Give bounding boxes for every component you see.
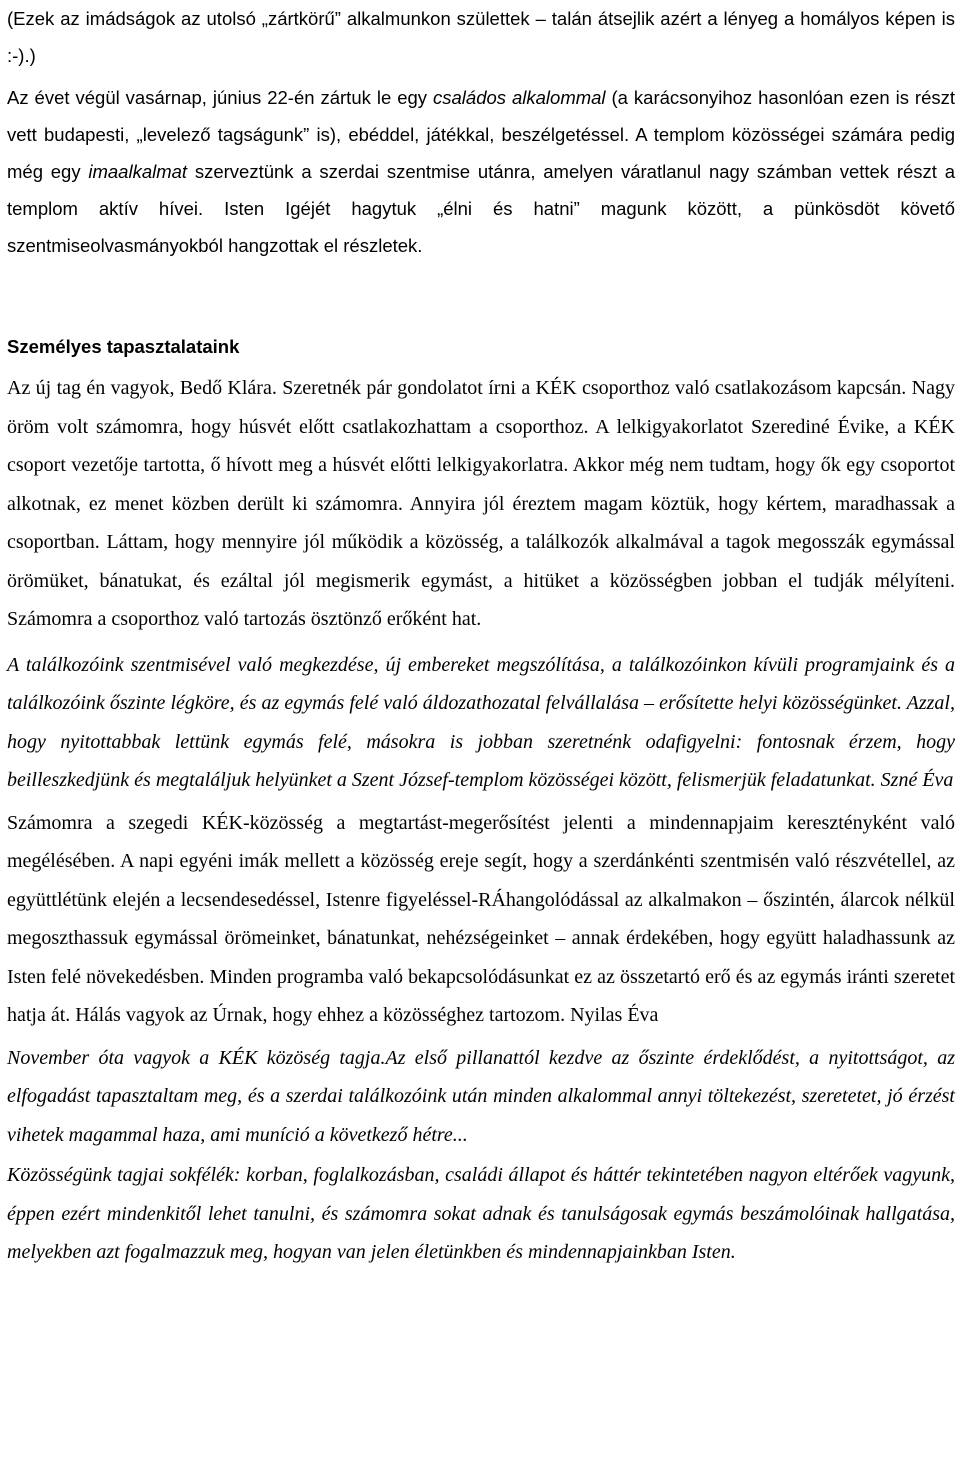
intro-text: (Ezek az imádságok az utolsó „zártkörű” alkalmunkon születtek – talán átsejlik azért a lényeg a homályos képen is :-).) xyxy=(7,8,955,66)
section-heading: Személyes tapasztalataink xyxy=(7,336,240,357)
testimony-kozossegunk xyxy=(7,1156,955,1272)
testimony-szne xyxy=(7,646,955,800)
testimony-kozossegunk-text: Közösségünk tagjai sokfélék: korban, foglalkozásban, családi állapot és háttér tekintetében nagyon eltérőek vagyunk, éppen ezért mindenkitől lehet tanulni, és számomra sokat adnak és tanulságosak egymás beszámolóinak hallgatása, melyekben azt fogalmazzuk meg, hogyan van jelen életünkben és mindennapjainkban Isten. xyxy=(7,1164,955,1263)
testimony-bedo-text: Az új tag én vagyok, Bedő Klára. Szeretnék pár gondolatot írni a KÉK csoporthoz való csatlakozásom kapcsán. Nagy öröm volt számomra, hogy húsvét előtt csatlakozhattam a csoporthoz. A lelkigyakorlatot Szerediné Évike, a KÉK csoport vezetője tartotta, ő hívott meg a húsvét előtti lelkigyakorlatra. Akkor még nem tudtam, hogy ők egy csoportot alkotnak, ez menet közben derült ki számomra. Annyira jól éreztem magam köztük, hogy kértem, maradhassak a csoportban. Láttam, hogy mennyire jól működik a közösség, a találkozók alkalmával a tagok megosszák egymással örömüket, bánatukat, és ezáltal jól megismerik egymást, a hitüket a közösségben jobban el tudják mélyíteni. Számomra a csoporthoz való tartozás ösztönző erőként hat. xyxy=(7,377,955,630)
year-closing-text-3: szerveztünk a szerdai szentmise utánra, amelyen váratlanul nagy számban vettek részt a templom aktív hívei. Isten Igéjét hagytuk „élni és hatni” magunk között, a pünkösdöt követő szentmiseolvasmányokból hangzottak el részletek. xyxy=(7,161,955,256)
year-closing-text-1: Az évet végül vasárnap, június 22-én zártuk le egy xyxy=(7,87,433,108)
testimony-november-text: November óta vagyok a KÉK közöség tagja.Az első pillanattól kezdve az őszinte érdeklődést, a nyitottságot, az elfogadást tapasztaltam meg, és a szerdai találkozóink után minden alkalommal annyi töltekezést, szeretetet, jó érzést vihetek magammal haza, ami muníció a következő hétre... xyxy=(7,1046,955,1146)
testimony-nyilas-text: Számomra a szegedi KÉK-közösség a megtartást-megerősítést jelenti a mindennapjaim keresztényként való megélésében. A napi egyéni imák mellett a közösség ereje segít, hogy a szerdánkénti szentmisén való részvétellel, az együttlétünk elején a lecsendesedéssel, Istenre figyeléssel-RÁhangolódással az alkalmakon – őszintén, álarcok nélkül megoszthassuk egymással örömeinket, bánatunkat, nehézségeinket – annak érdekében, hogy együtt haladhassunk az Isten felé növekedésben. Minden programba való bekapcsolódásunkat ez az összetartó erő és az egymás iránti szeretet hatja át. Hálás vagyok az Úrnak, hogy ehhez a közösséghez tartozom. Nyilas Éva xyxy=(7,811,955,1026)
intro-paragraph xyxy=(7,0,955,74)
testimony-nyilas xyxy=(7,804,955,1035)
year-closing-paragraph xyxy=(7,79,955,264)
document-page xyxy=(7,0,955,1272)
testimony-szne-text: A találkozóink szentmisével való megkezdése, új embereket megszólítása, a találkozóinkon kívüli programjaink és a találkozóink őszinte légköre, és az egymás felé való áldozathozatal felvállalása – erősítette helyi közösségünket. Azzal, hogy nyitottabbak lettünk egymás felé, másokra is jobban szeretnénk odafigyelni: fontosnak érzem, hogy beilleszkedjünk és megtaláljuk helyünket a Szent József-templom közösségei között, felismerjük feladatunkat. Szné Éva xyxy=(7,653,955,791)
year-closing-text-2: (a karácsonyihoz hasonlóan ezen is részt vett budapesti, „levelező tagságunk” is), ebéddel, játékkal, beszélgetéssel. A templom közösségei számára pedig még egy xyxy=(7,87,955,182)
family-event-emphasis: családos alkalommal xyxy=(433,87,606,108)
testimony-november xyxy=(7,1039,955,1155)
testimony-bedo xyxy=(7,369,955,639)
prayer-event-emphasis: imaalkalmat xyxy=(88,161,188,182)
